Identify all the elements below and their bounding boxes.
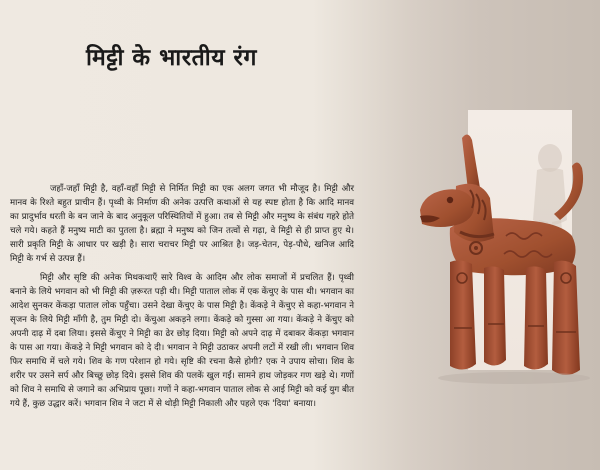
paragraph-intro: जहाँ-जहाँ मिट्टी है, वहाँ-वहाँ मिट्टी से निर्मित मिट्टी का एक अलग जगत भी मौजूद है। मिट्टी और मानव के रिश्ते बहुत प्राचीन हैं। पृथ्वी के निर्माण की अनेक उत्पत्ति कथाओं से यह स्पष्ट होता है कि आदि मानव का प्रादुर्भाव धरती के बन जाने के बाद अनुकूल परिस्थितियों में हुआ। तब से मिट्टी और मनुष्य के संबंध गहरे होते चले गये। कहते हैं मनुष्य माटी का पुतला है। ब्रह्मा ने मनुष्य को जिन तत्वों से गढ़ा, वे मिट्टी से ही प्राप्त हुए थे। सारी प्रकृति मिट्टी के आधार पर खड़ी है। सारा चराचर मिट्टी पर आश्रित है। जड़-चेतन, पेड़-पौधे, खनिज आदि मिट्टी के गर्भ से उत्पन्न हैं। — [10, 184, 354, 264]
article-body — [10, 183, 354, 418]
terracotta-horse-image — [410, 128, 600, 390]
paragraph-myth: मिट्टी और सृष्टि की अनेक मिथकथाएँ सारे विश्व के आदिम और लोक समाजों में प्रचलित हैं। पृथ्वी बनाने के लिये भगवान को भी मिट्टी की ज़रूरत पड़ी थी। मिट्टी पाताल लोक में एक केंचुए के पास थी। भगवान का आदेश सुनकर केंकड़ा पाताल लोक पहुँचा। उसने देखा केंचुए के पास मिट्टी है। केंकड़े ने केंचुए से कहा-भगवान ने सृजन के लिये मिट्टी माँगी है, तुम मिट्टी दो। केंचुआ अकड़ने लगा। केंकड़े को गुस्सा आ गया। केंकड़े ने केंचुए को अपनी दाढ़ में दबा लिया। इससे केंचुए ने मिट्टी का ढेर छोड़ दिया। मिट्टी को अपने दाढ़ में दबाकर केंकड़ा भगवान के पास आ गया। केंकड़े ने मिट्टी भगवान को दे दी। भगवान ने मिट्टी उठाकर अपनी लटों में रखी ली। भगवान शिव फिर समाधि में चले गये। शिव के गण परेशान हो गये। सृष्टि की रचना कैसे होगी? एक ने उपाय सोचा। शिव के शरीर पर उसने सर्प और बिच्छू छोड़ दिये। इससे शिव की पलकें खुल गईं। सामने हाथ जोड़कर गण खड़े थे। गणों को शिव ने समाधि से जगाने का अभिप्राय पूछा। गणों ने कहा-भगवान पाताल लोक से आई मिट्टी को कई युग बीत गये हैं, कुछ उद्धार करें। भगवान शिव ने जटा में से थोड़ी मिट्टी निकाली और पहले एक 'दिया' बनाया। — [10, 273, 354, 409]
page-title: मिट्टी के भारतीय रंग — [86, 45, 257, 71]
